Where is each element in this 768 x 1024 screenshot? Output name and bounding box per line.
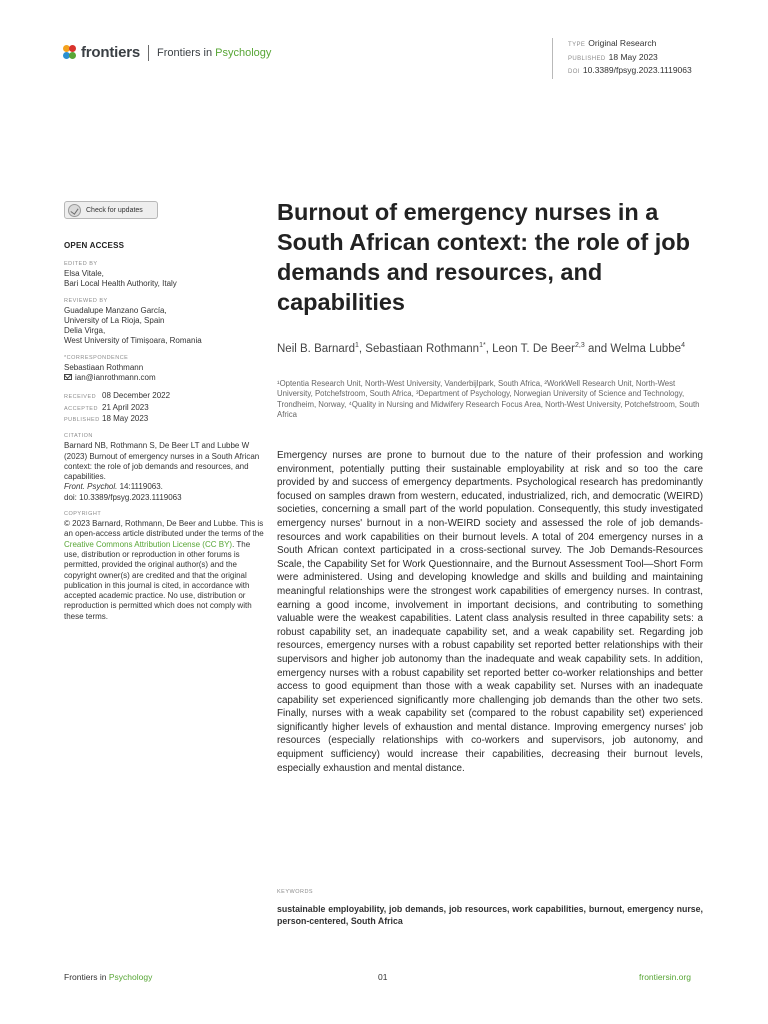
logo-divider <box>148 45 149 61</box>
article-title: Burnout of emergency nurses in a South African context: the role of job demands and resources, and capabilities <box>277 199 690 315</box>
copyright-section: COPYRIGHT © 2023 Barnard, Rothmann, De Beer and Lubbe. This is an open-access article distributed under the terms of the Creative Commons Attribution License (CC BY). The use, distribution or reproduction in other forums is permitted, provided the original author(s) and the copyright owner(s) are credited and that the original publication in this journal is cited, in accordance with accepted academic practice. No use, distribution or reproduction is permitted which does not comply with these terms. <box>64 511 264 621</box>
date-published: PUBLISHED 18 May 2023 <box>64 413 149 423</box>
envelope-icon <box>64 374 72 380</box>
logo-text: frontiers <box>81 44 141 61</box>
keywords: sustainable employability, job demands, job resources, work capabilities, burnout, emergency nurse, person-centered, South Africa <box>277 904 703 926</box>
journal-name[interactable]: Frontiers in Psychology <box>157 46 272 59</box>
meta-type: TYPE Original Research <box>568 38 657 48</box>
author-name[interactable]: Sebastiaan Rothmann <box>365 342 480 355</box>
author-name[interactable]: Welma Lubbe <box>610 342 682 355</box>
author-list: Neil B. Barnard$^1$, Sebastiaan Rothmann$^{1*}$, Leon T. De Beer$^{2,3}$ and Welma Lubbe$^4$ <box>277 342 685 355</box>
date-received: RECEIVED 08 December 2022 <box>64 391 171 401</box>
footer-site-link[interactable]: frontiersin.org <box>639 972 691 982</box>
check-updates-icon <box>68 204 81 217</box>
sidebar <box>64 241 264 630</box>
frontiers-logo[interactable] <box>63 44 271 61</box>
correspondence-section: *CORRESPONDENCE Sebastiaan Rothmann ian@ianrothmann.com <box>64 355 264 384</box>
check-for-updates-button[interactable] <box>64 201 158 219</box>
license-link[interactable]: Creative Commons Attribution License (CC BY) <box>64 539 233 549</box>
check-updates-label: Check for updates <box>86 206 143 214</box>
page-number: 01 <box>378 972 388 982</box>
footer-journal[interactable]: Frontiers in Psychology <box>64 972 153 982</box>
open-access-label: OPEN ACCESS <box>64 241 125 250</box>
article-meta <box>552 38 692 79</box>
keywords-heading: KEYWORDS <box>277 889 314 895</box>
abstract: Emergency nurses are prone to burnout due to the nature of their profession and working environment, potentially putting their sustainable employability at risk and so too the care provided by and success of emergency departments. Psychological research has predominantly focused on samples drawn from western, educated, industrialized, rich, and democratic (WEIRD) societies, concerning a small part of the world population. Consequently, this study investigated emergency nurses' burnout in a non-WEIRD society and assessed the role of job demands-resources and work capabilities on their burnout levels. A total of 204 emergency nurses in a South African context participated in a cross-sectional survey. The Job Demands-Resources Scale, the Capability Set for Work Questionnaire, and the Burnout Assessment Tool—Short Form were administered. Using and developing knowledge and skills and building and maintaining meaningful relationships were the strongest work capabilities of emergency nurses. In contrast, earning a good income, involvement in important decisions, and contributing to something valuable were the weakest capabilities. Latent class analysis resulted in three capability sets: a robust capability set, an inadequate capability set, and a weak capability set. Regarding job resources, emergency nurses with a robust capability set reported better relationships with their supervisors and higher job autonomy than the inadequate and weak capability sets. In addition, emergency nurses with a robust capability set reported better co-worker relationships and better access to good equipment than those with a weak capability set. Nurses with an inadequate capability set experienced significantly more challenging job demands than the other two sets. Finally, nurses with a weak capability set (compared to the robust capability set) experienced significantly higher levels of exhaustion and mental distance. Improving emergency nurses' job resources (especially relationships with co-workers and supervisors, job autonomy, and equipment sufficiency) would increase their capabilities, decreasing their burnout levels, especially exhaustion and mental distance. <box>277 450 703 774</box>
reviewed-by-section: REVIEWED BY Guadalupe Manzano García, University of La Rioja, Spain Delia Virga, West University of Timișoara, Romania <box>64 297 202 346</box>
citation-section: CITATION Barnard NB, Rothmann S, De Beer LT and Lubbe W (2023) Burnout of emergency nurses in a South African context: the role of job demands and resources, and capabilities. Front. Psychol. 14:1119063. doi: 10.3389/fpsyg.2023.1119063 <box>64 433 264 503</box>
frontiers-logo-icon <box>63 45 77 61</box>
author-name[interactable]: Neil B. Barnard <box>277 342 355 355</box>
citation-doi[interactable]: doi: 10.3389/fpsyg.2023.1119063 <box>64 492 182 502</box>
author-name[interactable]: Leon T. De Beer <box>492 342 576 355</box>
meta-doi[interactable]: DOI 10.3389/fpsyg.2023.1119063 <box>568 65 692 75</box>
correspondence-email[interactable]: ian@ianrothmann.com <box>64 373 264 383</box>
affiliations: ¹Optentia Research Unit, North-West University, Vanderbijlpark, South Africa, ²WorkWell Research Unit, North-West University, Potchefstroom, South Africa, ³Department of Psychology, Norwegian University of Science and Technology, Trondheim, Norway, ⁴Quality in Nursing and Midwifery Research Focus Area, North-West University, Potchefstroom, South Africa <box>277 379 700 419</box>
date-accepted: ACCEPTED 21 April 2023 <box>64 402 149 412</box>
edited-by-section: EDITED BY Elsa Vitale, Bari Local Health Authority, Italy <box>64 261 177 289</box>
dates-section <box>64 391 264 425</box>
meta-published: PUBLISHED 18 May 2023 <box>568 51 658 62</box>
